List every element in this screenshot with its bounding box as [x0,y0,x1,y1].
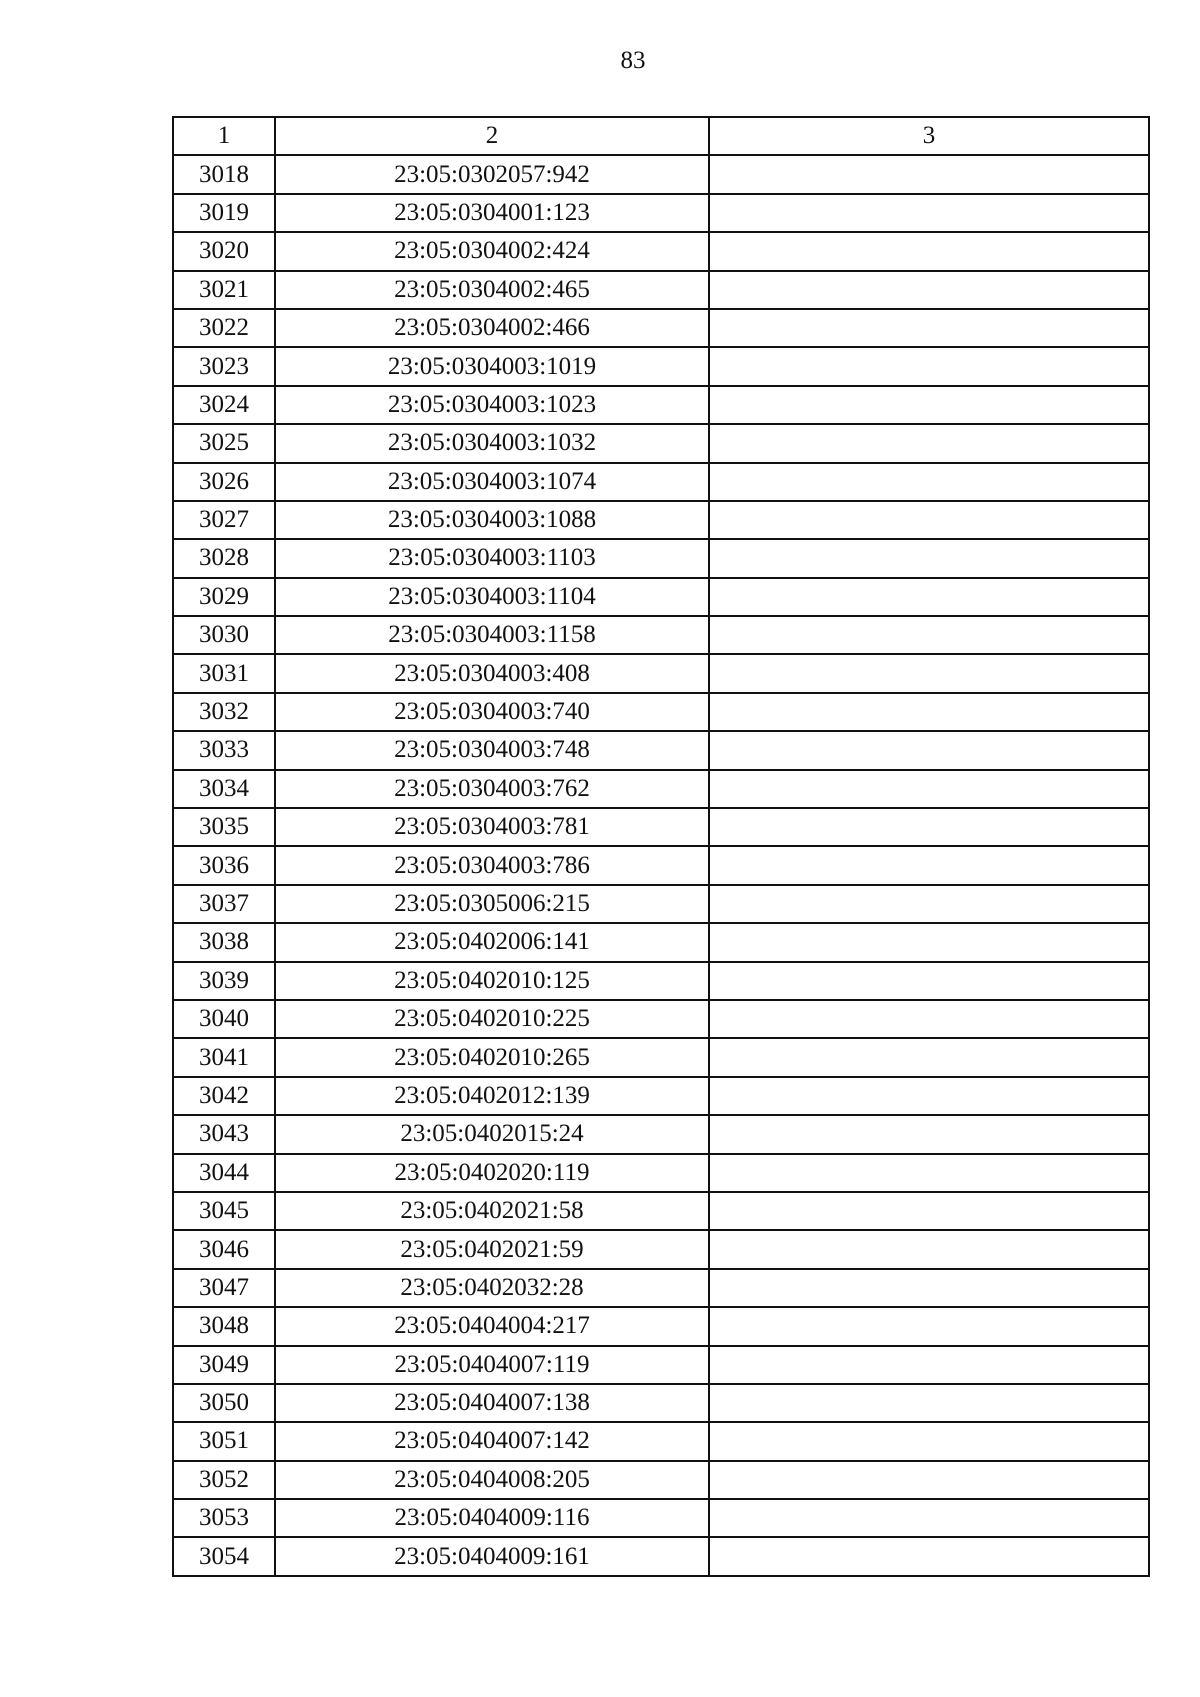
notes-cell [709,1192,1149,1230]
notes-cell [709,1537,1149,1575]
notes-cell [709,232,1149,270]
cadastral-number-cell: 23:05:0304003:781 [275,808,709,846]
cadastral-number-cell: 23:05:0304003:1032 [275,424,709,462]
row-number-cell: 3049 [173,1346,275,1384]
row-number-cell: 3027 [173,501,275,539]
table-row [173,1461,1149,1499]
column-header-1: 1 [173,117,275,155]
table-row [173,1077,1149,1115]
notes-cell [709,770,1149,808]
row-number-cell: 3018 [173,155,275,193]
table-row [173,1422,1149,1460]
table-row [173,309,1149,347]
notes-cell [709,347,1149,385]
notes-cell [709,808,1149,846]
row-number-cell: 3043 [173,1115,275,1153]
row-number-cell: 3054 [173,1537,275,1575]
table-row [173,501,1149,539]
notes-cell [709,424,1149,462]
cadastral-number-cell: 23:05:0402006:141 [275,923,709,961]
row-number-cell: 3023 [173,347,275,385]
table-row [173,731,1149,769]
cadastral-number-cell: 23:05:0304003:408 [275,654,709,692]
row-number-cell: 3032 [173,693,275,731]
cadastral-number-cell: 23:05:0404007:138 [275,1384,709,1422]
cadastral-number-cell: 23:05:0304003:1023 [275,386,709,424]
notes-cell [709,1115,1149,1153]
cadastral-number-cell: 23:05:0304003:1074 [275,463,709,501]
table-row [173,1000,1149,1038]
table-body [173,155,1149,1575]
table-row [173,1499,1149,1537]
row-number-cell: 3038 [173,923,275,961]
cadastral-table [172,116,1150,1577]
cadastral-number-cell: 23:05:0304003:786 [275,846,709,884]
notes-cell [709,578,1149,616]
notes-cell [709,271,1149,309]
notes-cell [709,1154,1149,1192]
row-number-cell: 3039 [173,962,275,1000]
cadastral-number-cell: 23:05:0402020:119 [275,1154,709,1192]
cadastral-number-cell: 23:05:0304003:1158 [275,616,709,654]
notes-cell [709,1461,1149,1499]
row-number-cell: 3030 [173,616,275,654]
cadastral-number-cell: 23:05:0304003:748 [275,731,709,769]
notes-cell [709,386,1149,424]
table-row [173,654,1149,692]
notes-cell [709,1230,1149,1268]
notes-cell [709,731,1149,769]
notes-cell [709,654,1149,692]
row-number-cell: 3019 [173,194,275,232]
cadastral-number-cell: 23:05:0304003:740 [275,693,709,731]
row-number-cell: 3033 [173,731,275,769]
notes-cell [709,923,1149,961]
row-number-cell: 3040 [173,1000,275,1038]
table-row [173,962,1149,1000]
table-row [173,1384,1149,1422]
table-header-row [173,117,1149,155]
table-row [173,1346,1149,1384]
notes-cell [709,539,1149,577]
table-row [173,386,1149,424]
cadastral-number-cell: 23:05:0402010:125 [275,962,709,1000]
table-row [173,1154,1149,1192]
table-row [173,578,1149,616]
table-row [173,194,1149,232]
cadastral-number-cell: 23:05:0402021:59 [275,1230,709,1268]
notes-cell [709,309,1149,347]
cadastral-number-cell: 23:05:0404004:217 [275,1307,709,1345]
column-header-2: 2 [275,117,709,155]
table-row [173,1230,1149,1268]
notes-cell [709,1038,1149,1076]
table-row [173,1269,1149,1307]
notes-cell [709,616,1149,654]
cadastral-number-cell: 23:05:0404007:119 [275,1346,709,1384]
cadastral-number-cell: 23:05:0402015:24 [275,1115,709,1153]
row-number-cell: 3048 [173,1307,275,1345]
table-row [173,1537,1149,1575]
table-row [173,1192,1149,1230]
cadastral-number-cell: 23:05:0402012:139 [275,1077,709,1115]
row-number-cell: 3021 [173,271,275,309]
table-row [173,616,1149,654]
table-row [173,347,1149,385]
cadastral-number-cell: 23:05:0304002:424 [275,232,709,270]
row-number-cell: 3029 [173,578,275,616]
row-number-cell: 3041 [173,1038,275,1076]
cadastral-number-cell: 23:05:0304003:762 [275,770,709,808]
table-row [173,424,1149,462]
notes-cell [709,1000,1149,1038]
table-row [173,463,1149,501]
table-row [173,1115,1149,1153]
row-number-cell: 3047 [173,1269,275,1307]
cadastral-number-cell: 23:05:0302057:942 [275,155,709,193]
table-row [173,923,1149,961]
row-number-cell: 3052 [173,1461,275,1499]
table-row [173,846,1149,884]
notes-cell [709,501,1149,539]
cadastral-number-cell: 23:05:0304002:466 [275,309,709,347]
row-number-cell: 3044 [173,1154,275,1192]
notes-cell [709,1307,1149,1345]
cadastral-number-cell: 23:05:0305006:215 [275,885,709,923]
cadastral-number-cell: 23:05:0404009:116 [275,1499,709,1537]
cadastral-number-cell: 23:05:0402010:265 [275,1038,709,1076]
row-number-cell: 3025 [173,424,275,462]
notes-cell [709,1346,1149,1384]
row-number-cell: 3051 [173,1422,275,1460]
notes-cell [709,155,1149,193]
notes-cell [709,1499,1149,1537]
cadastral-number-cell: 23:05:0304003:1104 [275,578,709,616]
notes-cell [709,846,1149,884]
row-number-cell: 3022 [173,309,275,347]
column-header-3: 3 [709,117,1149,155]
table-row [173,1038,1149,1076]
cadastral-number-cell: 23:05:0404009:161 [275,1537,709,1575]
notes-cell [709,962,1149,1000]
row-number-cell: 3042 [173,1077,275,1115]
cadastral-number-cell: 23:05:0402032:28 [275,1269,709,1307]
table-row [173,770,1149,808]
notes-cell [709,1384,1149,1422]
notes-cell [709,194,1149,232]
page-number: 83 [620,47,646,74]
notes-cell [709,885,1149,923]
row-number-cell: 3034 [173,770,275,808]
table-row [173,271,1149,309]
cadastral-number-cell: 23:05:0404007:142 [275,1422,709,1460]
table-row [173,155,1149,193]
notes-cell [709,463,1149,501]
row-number-cell: 3026 [173,463,275,501]
row-number-cell: 3053 [173,1499,275,1537]
notes-cell [709,1269,1149,1307]
table-row [173,808,1149,846]
row-number-cell: 3024 [173,386,275,424]
cadastral-number-cell: 23:05:0402021:58 [275,1192,709,1230]
cadastral-number-cell: 23:05:0402010:225 [275,1000,709,1038]
cadastral-number-cell: 23:05:0304003:1103 [275,539,709,577]
cadastral-number-cell: 23:05:0304003:1019 [275,347,709,385]
table-row [173,1307,1149,1345]
cadastral-number-cell: 23:05:0304002:465 [275,271,709,309]
cadastral-number-cell: 23:05:0304003:1088 [275,501,709,539]
row-number-cell: 3045 [173,1192,275,1230]
row-number-cell: 3050 [173,1384,275,1422]
row-number-cell: 3028 [173,539,275,577]
notes-cell [709,693,1149,731]
row-number-cell: 3020 [173,232,275,270]
table-row [173,693,1149,731]
row-number-cell: 3036 [173,846,275,884]
table-row [173,539,1149,577]
row-number-cell: 3035 [173,808,275,846]
cadastral-number-cell: 23:05:0404008:205 [275,1461,709,1499]
row-number-cell: 3031 [173,654,275,692]
row-number-cell: 3037 [173,885,275,923]
table-row [173,232,1149,270]
notes-cell [709,1422,1149,1460]
row-number-cell: 3046 [173,1230,275,1268]
cadastral-number-cell: 23:05:0304001:123 [275,194,709,232]
table-row [173,885,1149,923]
notes-cell [709,1077,1149,1115]
